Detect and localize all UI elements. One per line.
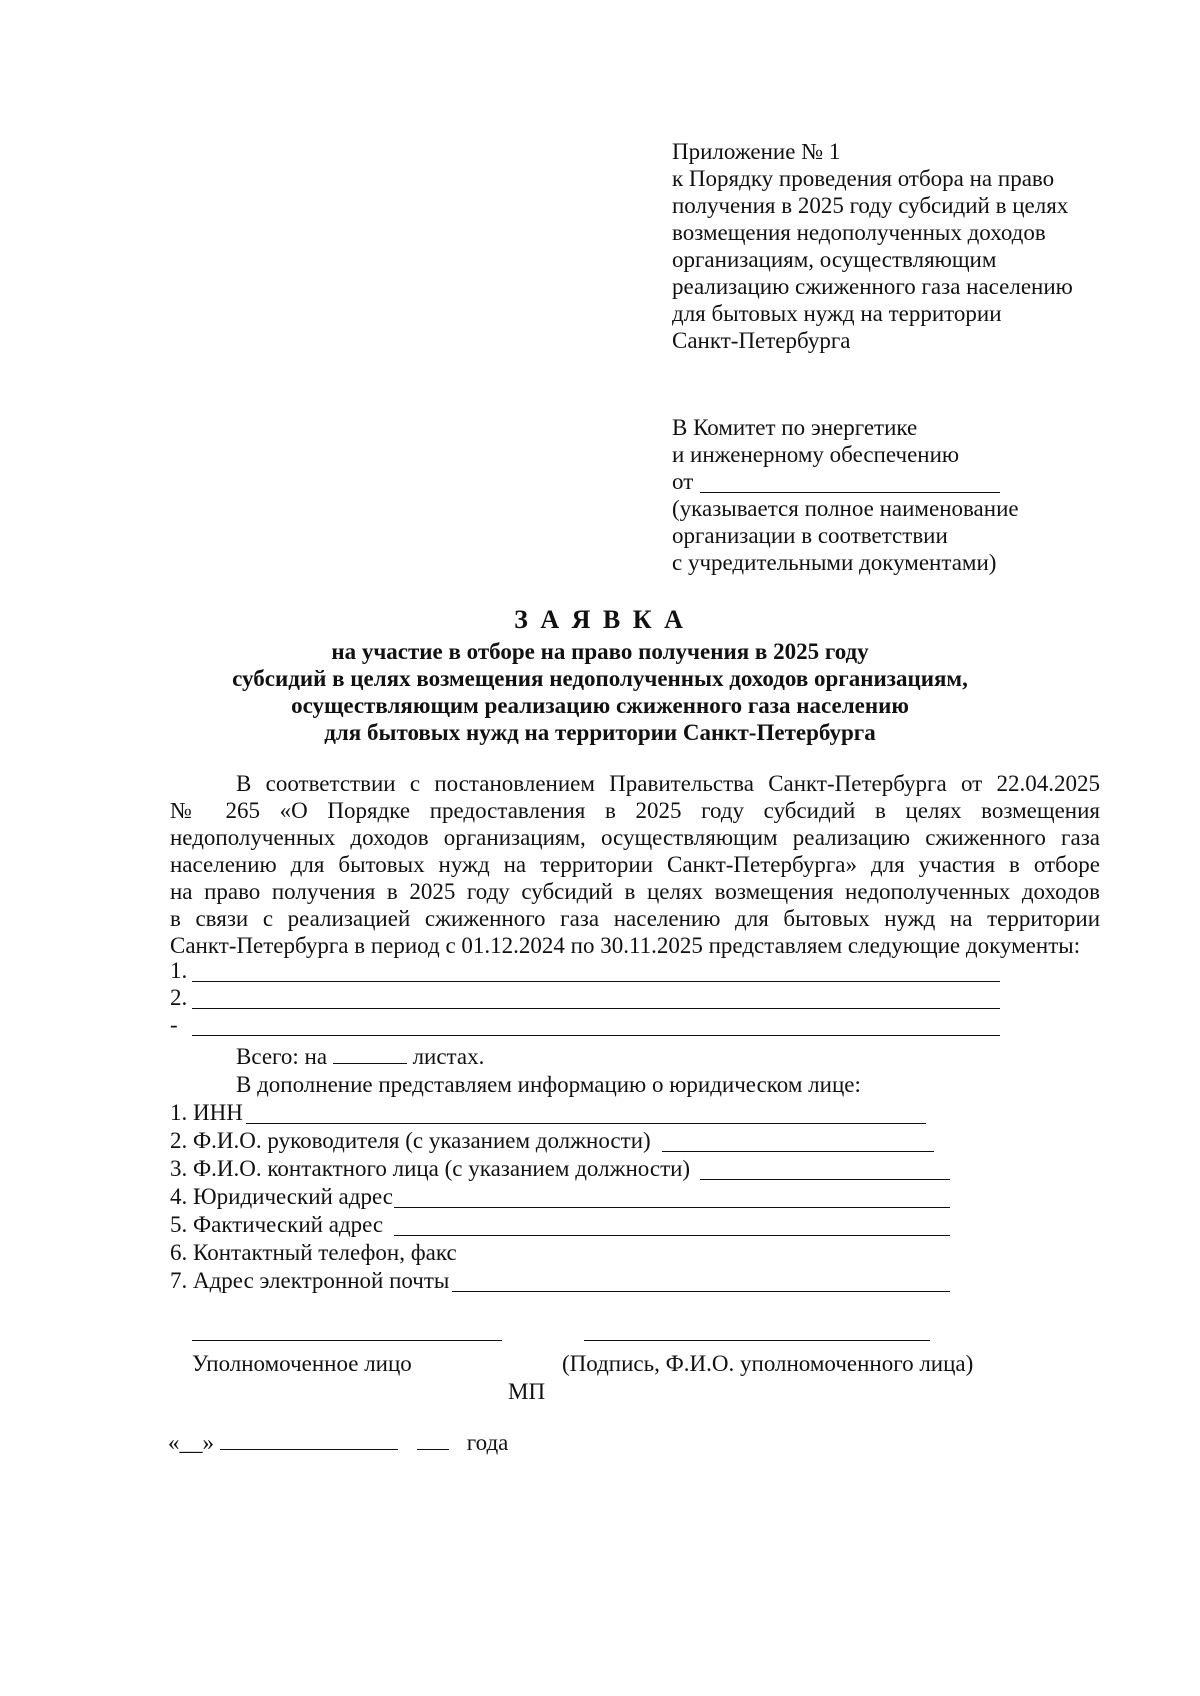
- actual-address-field[interactable]: [394, 1235, 950, 1236]
- date-year-field[interactable]: [417, 1429, 449, 1450]
- appendix-line: реализацию сжиженного газа населению: [672, 274, 1073, 299]
- addressee-note: (указывается полное наименование: [672, 496, 1019, 521]
- info-intro: В дополнение представляем информацию о юридическом лице:: [236, 1072, 861, 1097]
- appendix-line: для бытовых нужд на территории: [672, 301, 1002, 326]
- addressee-note: организации в соответствии: [672, 523, 948, 548]
- inn-field[interactable]: [246, 1123, 926, 1124]
- legal-address-label: 4. Юридический адрес: [170, 1184, 393, 1209]
- contact-person-field[interactable]: [700, 1179, 950, 1180]
- director-field[interactable]: [662, 1151, 934, 1152]
- signature-field[interactable]: [584, 1340, 930, 1341]
- body-line: № 265 «О Порядке предоставления в 2025 году субсидий в целях возмещения: [170, 798, 1100, 823]
- total-prefix: Всего: на: [236, 1044, 328, 1069]
- heading-subtitle: для бытовых нужд на территории Санкт-Петербурга: [324, 720, 876, 745]
- director-label: 2. Ф.И.О. руководителя (с указанием должности): [170, 1128, 651, 1153]
- email-field[interactable]: [452, 1291, 950, 1292]
- actual-address-label: 5. Фактический адрес: [170, 1212, 384, 1237]
- addressee-note: с учредительными документами): [672, 550, 997, 575]
- email-label: 7. Адрес электронной почты: [170, 1268, 450, 1293]
- authorized-person-label: Уполномоченное лицо: [192, 1351, 412, 1376]
- document-item-number: 1.: [170, 958, 188, 983]
- body-line: Санкт-Петербурга в период с 01.12.2024 по 30.11.2025 представляем следующие документы:: [170, 933, 1081, 958]
- body-line: в связи с реализацией сжиженного газа населению для бытовых нужд на территории: [170, 906, 1100, 931]
- date-year-label: года: [466, 1430, 509, 1455]
- heading-subtitle: осуществляющим реализацию сжиженного газа населению: [291, 693, 909, 718]
- addressee-from-label: от: [672, 469, 694, 494]
- body-line: В соответствии с постановлением Правительства Санкт-Петербурга от 22.04.2025: [236, 771, 1100, 796]
- authorized-person-field[interactable]: [192, 1340, 502, 1341]
- body-line: населению для бытовых нужд на территории Санкт-Петербурга» для участия в отборе: [170, 852, 1100, 877]
- stamp-label: МП: [508, 1379, 546, 1404]
- date-month-field[interactable]: [220, 1429, 398, 1450]
- heading-subtitle: субсидий в целях возмещения недополученных доходов организациям,: [232, 666, 968, 691]
- signature-label: (Подпись, Ф.И.О. уполномоченного лица): [562, 1351, 974, 1376]
- document-item-number: -: [170, 1012, 178, 1037]
- appendix-line: возмещения недополученных доходов: [672, 220, 1046, 245]
- page-title: З А Я В К А: [514, 605, 686, 634]
- total-sheets-line: [236, 1043, 484, 1071]
- document-item-field[interactable]: [192, 1035, 1000, 1036]
- document-item-number: 2.: [170, 985, 188, 1010]
- body-line: на право получения в 2025 году субсидий в целях возмещения недополученных доходов: [170, 879, 1100, 904]
- phone-fax-label: 6. Контактный телефон, факс: [170, 1240, 457, 1265]
- document-item-field[interactable]: [192, 1008, 1000, 1009]
- sheets-count-field[interactable]: [333, 1043, 407, 1064]
- legal-address-field[interactable]: [394, 1207, 950, 1208]
- appendix-line: Санкт-Петербурга: [672, 328, 851, 353]
- addressee-line: и инженерному обеспечению: [672, 442, 960, 467]
- date-day-field[interactable]: «__»: [168, 1430, 214, 1455]
- date-line: [168, 1429, 508, 1457]
- heading-subtitle: на участие в отборе на право получения в 2025 году: [331, 639, 869, 664]
- document-item-field[interactable]: [192, 981, 1000, 982]
- body-line: недополученных доходов организациям, осуществляющим реализацию сжиженного газа: [170, 825, 1100, 850]
- appendix-line: получения в 2025 году субсидий в целях: [672, 193, 1069, 218]
- organization-name-field[interactable]: [700, 492, 1000, 493]
- addressee-line: В Комитет по энергетике: [672, 415, 918, 440]
- contact-person-label: 3. Ф.И.О. контактного лица (с указанием должности): [170, 1156, 691, 1181]
- total-suffix: листах.: [412, 1044, 485, 1069]
- inn-label: 1. ИНН: [170, 1100, 243, 1125]
- appendix-line: к Порядку проведения отбора на право: [672, 166, 1055, 191]
- appendix-line: Приложение № 1: [672, 139, 841, 164]
- appendix-line: организациям, осуществляющим: [672, 247, 997, 272]
